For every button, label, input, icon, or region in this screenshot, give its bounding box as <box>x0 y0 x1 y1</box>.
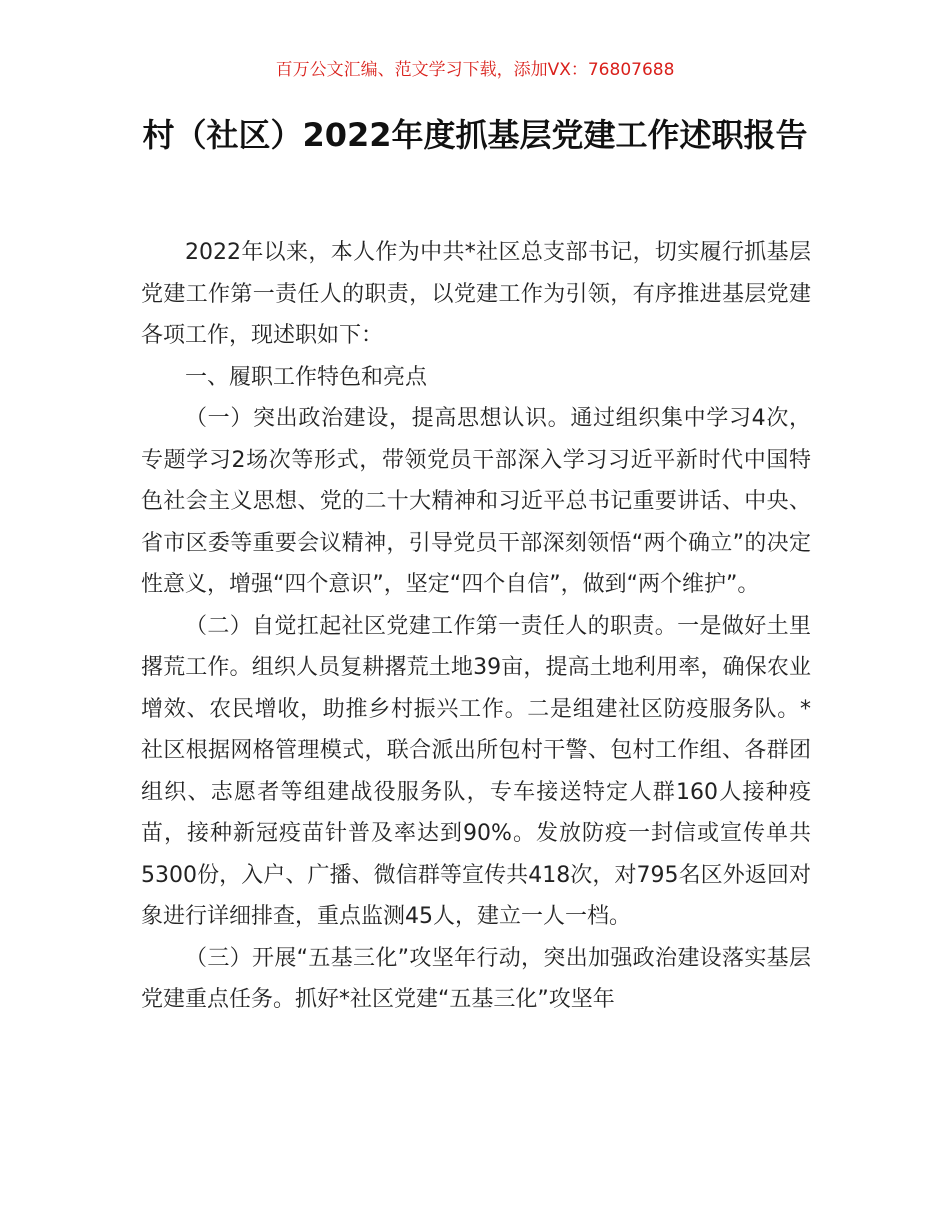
paragraph-item-1: （一）突出政治建设，提高思想认识。通过组织集中学习4次，专题学习2场次等形式，带领党员干部深入学习习近平新时代中国特色社会主义思想、党的二十大精神和习近平总书记重要讲话、中央、省市区委等重要会议精神，引导党员干部深刻领悟“两个确立”的决定性意义，增强“四个意识”，坚定“四个自信”，做到“两个维护”。 <box>141 406 811 597</box>
paragraph-intro: 2022年以来，本人作为中共*社区总支部书记，切实履行抓基层党建工作第一责任人的职责，以党建工作为引领，有序推进基层党建各项工作，现述职如下： <box>141 240 811 348</box>
paragraph-item-3: （三）开展“五基三化”攻坚年行动，突出加强政治建设落实基层党建重点任务。抓好*社区党建“五基三化”攻坚年 <box>141 945 811 1012</box>
paragraph-item-2: （二）自觉扛起社区党建工作第一责任人的职责。一是做好土里撂荒工作。组织人员复耕撂荒土地39亩，提高土地利用率，确保农业增效、农民增收，助推乡村振兴工作。二是组建社区防疫服务队。*社区根据网格管理模式，联合派出所包村干警、包村工作组、各群团组织、志愿者等组建战役服务队，专车接送特定人群160人接种疫苗，接种新冠疫苗针普及率达到90%。发放防疫一封信或宣传单共5300份，入户、广播、微信群等宣传共418次，对795名区外返回对象进行详细排查，重点监测45人，建立一人一档。 <box>141 613 811 929</box>
document-body <box>141 232 811 1021</box>
document-title: 村（社区）2022年度抓基层党建工作述职报告 <box>142 116 808 154</box>
header-banner: 百万公文汇编、范文学习下载，添加VX：76807688 <box>275 60 675 80</box>
section-heading-1: 一、履职工作特色和亮点 <box>185 364 428 390</box>
